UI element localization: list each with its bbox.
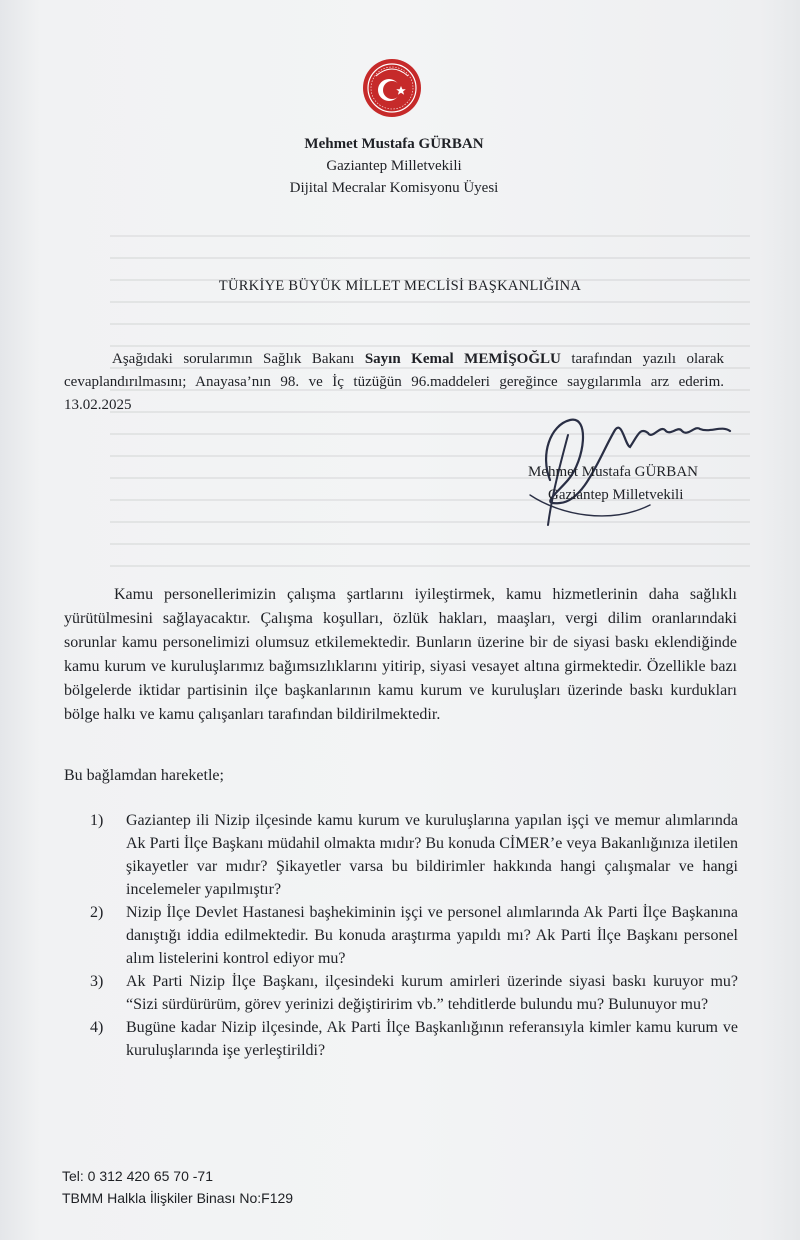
intro-text-2: tarafından yazılı olarak cevaplandırılmasını; Anayasa’nın 98. ve İç tüzüğün 96.maddeleri gereğince saygılarımla arz ederim. 13.02.2025 (64, 351, 724, 413)
document-title: TÜRKİYE BÜYÜK MİLLET MECLİSİ BAŞKANLIĞINA (218, 278, 582, 294)
question-text: Bugüne kadar Nizip ilçesinde, Ak Parti İlçe Başkanlığının referansıyla kimler kamu kurum ve kuruluşlarında işe yerleştirildi? (126, 1019, 738, 1059)
question-text: Gaziantep ili Nizip ilçesinde kamu kurum ve kuruluşlarına yapılan işçi ve memur alımlarında Ak Parti İlçe Başkanı müdahil olmakta mıdır? Bu konuda CİMER’e veya Bakanlığınıza iletilen şikayetler var mıdır? Şikayetler varsa bu bildirimler hakkında hangi çalışmalar ve hangi incelemeler yapılmıştır? (126, 812, 738, 898)
author-committee: Dijital Mecralar Komisyonu Üyesi (289, 180, 499, 196)
question-text: Ak Parti Nizip İlçe Başkanı, ilçesindeki kurum amirleri üzerinde siyasi baskı kuruyor mu? “Sizi sürdürürüm, görev yerinizi değiştiririm vb.” tehditlerde bulundu mu? Bulunuyor mu? (126, 973, 738, 1013)
question-number: 4) (90, 1019, 104, 1036)
list-item (90, 970, 738, 1016)
list-item (90, 901, 738, 970)
tbmm-seal-icon (362, 58, 422, 118)
lead-line: Bu bağlamdan hareketle; (64, 767, 224, 784)
footer-phone: Tel: 0 312 420 65 70 -71 (62, 1168, 214, 1184)
signature-role: Gaziantep Milletvekili (548, 487, 684, 503)
question-number: 2) (90, 904, 104, 921)
question-list (90, 809, 738, 1062)
intro-text-1: Aşağıdaki sorularımın Sağlık Bakanı (112, 351, 365, 367)
minister-name: Sayın Kemal MEMİŞOĞLU (364, 351, 561, 367)
footer-address: TBMM Halkla İlişkiler Binası No:F129 (62, 1190, 294, 1206)
question-number: 3) (90, 973, 104, 990)
question-number: 1) (90, 812, 104, 829)
question-text: Nizip İlçe Devlet Hastanesi başhekiminin işçi ve personel alımlarında Ak Parti İlçe Başkanına danıştığı iddia edilmektedir. Bu konuda araştırma yapıldı mı? Ak Parti İlçe Başkanı personel alım listelerini kontrol ediyor mu? (126, 904, 738, 967)
author-name: Mehmet Mustafa GÜRBAN (304, 136, 484, 152)
list-item (90, 1016, 738, 1062)
signature-name: Mehmet Mustafa GÜRBAN (528, 464, 698, 480)
list-item (90, 809, 738, 901)
body-paragraph: Kamu personellerimizin çalışma şartlarını iyileştirmek, kamu hizmetlerinin daha sağlıklı yürütülmesini sağlayacaktır. Çalışma koşulları, özlük hakları, maaşları, vergi dilim oranlarındaki sorunlar kamu personelimizi olumsuz etkilemektedir. Bunların üzerine bir de siyasi baskı eklendiğinde kamu kurum ve kuruluşlarımız bağımsızlıklarını yitirip, siyasi vesayet altına girmektedir. Özellikle bazı bölgelerde iktidar partisinin ilçe başkanlarının kamu kurum ve kuruluşları üzerinde baskı kurdukları bölge halkı ve kamu çalışanları tarafından bildirilmektedir. (64, 586, 737, 723)
author-role: Gaziantep Milletvekili (326, 158, 462, 174)
